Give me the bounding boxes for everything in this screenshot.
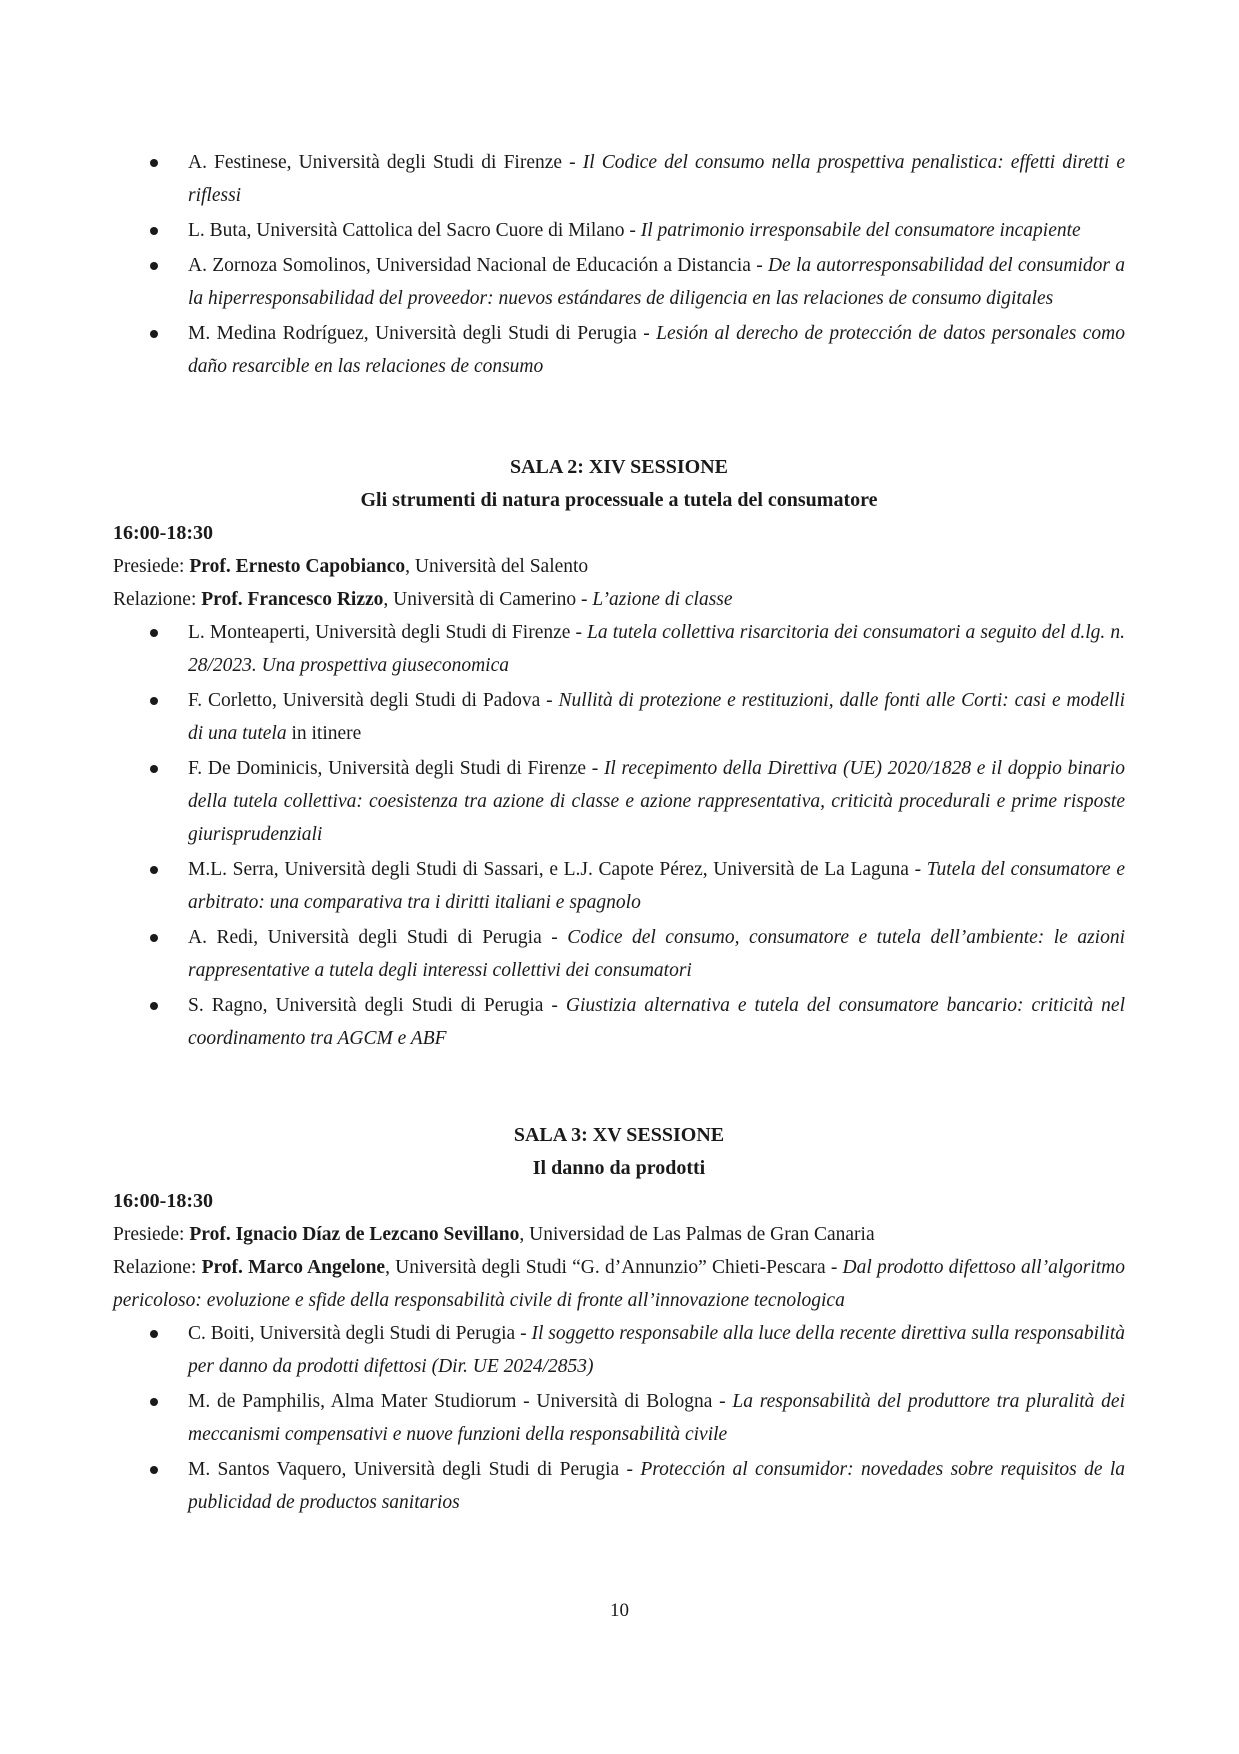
item-author: F. De Dominicis, Università degli Studi di Firenze — [188, 758, 587, 779]
keynote-title: Dal prodotto difettoso all’algoritmo pericoloso: evoluzione e sfide della responsabilità civile di fronte all’innovazione tecnologica — [113, 1257, 1125, 1311]
item-title: Protección al consumidor: novedades sobre requisitos de la publicidad de productos sanitarios — [188, 1459, 1125, 1513]
session-keynote — [113, 583, 1125, 616]
list-item — [188, 684, 1125, 750]
item-title: La tutela collettiva risarcitoria dei consumatori a seguito del d.lg. n. 28/2023. Una prospettiva giuseconomica — [188, 622, 1126, 676]
item-title: Giustizia alternativa e tutela del consumatore bancario: criticità nel coordinamento tra AGCM e ABF — [188, 995, 1125, 1049]
session-sala-3 — [113, 1119, 1125, 1519]
item-author: A. Zornoza Somolinos, Universidad Nacional de Educación a Distancia — [188, 255, 751, 276]
item-author: L. Buta, Università Cattolica del Sacro Cuore di Milano — [188, 220, 625, 241]
bullet-icon — [150, 934, 158, 942]
session-list-top — [113, 146, 1125, 383]
bullet-icon — [150, 159, 158, 167]
keynote-affiliation: , Università degli Studi “G. d’Annunzio” Chieti-Pescara - — [385, 1257, 843, 1278]
session-keynote — [113, 1251, 1125, 1317]
item-title: Il Codice del consumo nella prospettiva penalistica: effetti diretti e riflessi — [188, 152, 1126, 206]
bullet-icon — [150, 1398, 158, 1406]
bullet-icon — [150, 697, 158, 705]
keynote-name: Prof. Marco Angelone — [201, 1257, 386, 1278]
list-item — [188, 1317, 1125, 1383]
chair-affiliation: , Università del Salento — [405, 556, 589, 577]
list-item — [188, 921, 1125, 987]
item-title: La responsabilità del produttore tra pluralità dei meccanismi compensativi e nuove funzioni della responsabilità civile — [188, 1391, 1125, 1445]
keynote-title: L’azione di classe — [592, 589, 733, 610]
item-author: M. Santos Vaquero, Università degli Studi di Perugia — [188, 1459, 620, 1480]
chair-affiliation: , Universidad de Las Palmas de Gran Canaria — [519, 1224, 875, 1245]
item-separator: - — [543, 995, 566, 1016]
item-author: L. Monteaperti, Università degli Studi di Firenze — [188, 622, 571, 643]
item-separator: - — [515, 1323, 532, 1344]
item-separator: - — [636, 323, 657, 344]
session-time: 16:00-18:30 — [113, 1190, 213, 1212]
bullet-icon — [150, 629, 158, 637]
item-author: F. Corletto, Università degli Studi di Padova — [188, 690, 541, 711]
list-item — [188, 853, 1125, 919]
list-item — [188, 317, 1125, 383]
session-heading: SALA 3: XV SESSIONE — [513, 1124, 725, 1146]
bullet-icon — [150, 330, 158, 338]
item-separator: - — [624, 220, 641, 241]
item-separator: - — [570, 622, 588, 643]
session-subtitle: Gli strumenti di natura processuale a tutela del consumatore — [360, 489, 878, 511]
item-title: Codice del consumo, consumatore e tutela dell’ambiente: le azioni rappresentative a tutela degli interessi collettivi dei consumatori — [188, 927, 1125, 981]
keynote-label: Relazione: — [113, 1257, 202, 1278]
session-chair — [113, 550, 1125, 583]
item-author: A. Redi, Università degli Studi di Perugia — [188, 927, 542, 948]
item-separator: - — [712, 1391, 733, 1412]
page-number: 10 — [610, 1600, 629, 1621]
bullet-icon — [150, 765, 158, 773]
item-title: Il soggetto responsabile alla luce della recente direttiva sulla responsabilità per danno da prodotti difettosi (Dir. UE 2024/2853) — [188, 1323, 1125, 1377]
item-title: De la autorresponsabilidad del consumidor a la hiperresponsabilidad del proveedor: nuevos estándares de diligencia en las relaciones de consumo digitales — [188, 255, 1125, 309]
list-item — [188, 616, 1125, 682]
bullet-icon — [150, 1002, 158, 1010]
item-tail: in itinere — [286, 723, 362, 744]
session-chair — [113, 1218, 1125, 1251]
chair-name: Prof. Ignacio Díaz de Lezcano Sevillano — [189, 1224, 520, 1245]
item-author: C. Boiti, Università degli Studi di Perugia — [188, 1323, 516, 1344]
keynote-affiliation: , Università di Camerino - — [383, 589, 593, 610]
session-list — [113, 616, 1125, 1055]
item-title: Nullità di protezione e restituzioni, dalle fonti alle Corti: casi e modelli di una tutela — [188, 690, 1125, 744]
item-separator: - — [619, 1459, 641, 1480]
item-separator: - — [540, 690, 559, 711]
bullet-icon — [150, 262, 158, 270]
item-author: M.L. Serra, Università degli Studi di Sassari, e L.J. Capote Pérez, Università de La Laguna — [188, 859, 909, 880]
bullet-icon — [150, 227, 158, 235]
item-author: M. de Pamphilis, Alma Mater Studiorum - Università di Bologna — [188, 1391, 713, 1412]
list-item — [188, 146, 1125, 212]
bullet-icon — [150, 866, 158, 874]
session-list — [113, 1317, 1125, 1519]
chair-name: Prof. Ernesto Capobianco — [189, 556, 406, 577]
item-author: M. Medina Rodríguez, Università degli Studi di Perugia — [188, 323, 637, 344]
bullet-icon — [150, 1330, 158, 1338]
item-separator: - — [562, 152, 583, 173]
session-sala-2 — [113, 451, 1125, 1055]
list-item — [188, 1385, 1125, 1451]
session-subtitle: Il danno da prodotti — [532, 1157, 706, 1179]
bullet-icon — [150, 1466, 158, 1474]
session-heading: SALA 2: XIV SESSIONE — [509, 456, 729, 478]
item-separator: - — [586, 758, 604, 779]
list-item — [188, 249, 1125, 315]
item-author: A. Festinese, Università degli Studi di Firenze — [188, 152, 563, 173]
item-title: Lesión al derecho de protección de datos personales como daño resarcible en las relaciones de consumo — [188, 323, 1126, 377]
item-separator: - — [750, 255, 768, 276]
chair-label: Presiede: — [113, 556, 190, 577]
list-item — [188, 752, 1125, 851]
item-author: S. Ragno, Università degli Studi di Perugia — [188, 995, 544, 1016]
session-time: 16:00-18:30 — [113, 522, 213, 544]
item-title: Il patrimonio irresponsabile del consumatore incapiente — [640, 220, 1081, 241]
item-separator: - — [541, 927, 568, 948]
list-item — [188, 214, 1125, 247]
document-page — [113, 146, 1125, 1521]
item-separator: - — [908, 859, 927, 880]
list-item — [188, 989, 1125, 1055]
keynote-name: Prof. Francesco Rizzo — [201, 589, 384, 610]
item-title: Tutela del consumatore e arbitrato: una comparativa tra i diritti italiani e spagnolo — [188, 859, 1125, 913]
keynote-label: Relazione: — [113, 589, 202, 610]
list-item — [188, 1453, 1125, 1519]
item-title: Il recepimento della Direttiva (UE) 2020/1828 e il doppio binario della tutela collettiva: coesistenza tra azione di classe e azione rappresentativa, criticità procedurali e prime risposte giurisprudenziali — [188, 758, 1126, 845]
chair-label: Presiede: — [113, 1224, 190, 1245]
